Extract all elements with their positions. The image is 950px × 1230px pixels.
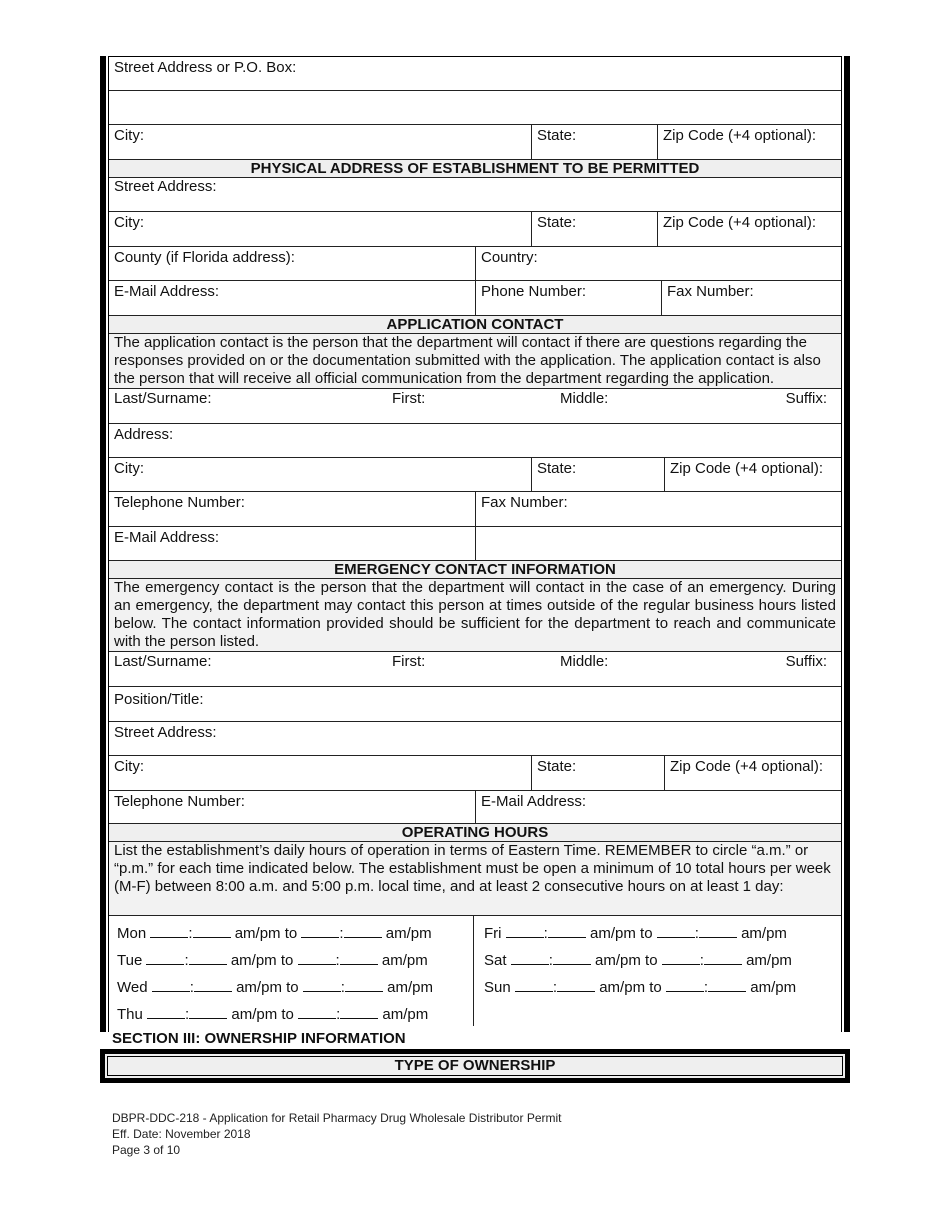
fri-close-hour[interactable]: [657, 923, 695, 938]
app-contact-telephone-field[interactable]: [109, 492, 476, 526]
mon-open-minute[interactable]: [193, 923, 231, 938]
ampm-label[interactable]: am/pm: [385, 925, 432, 942]
mailing-city-row: [109, 125, 841, 160]
app-contact-fax-label: Fax Number:: [481, 494, 568, 511]
physical-county-field[interactable]: [109, 247, 476, 280]
sun-open-minute[interactable]: [557, 977, 595, 992]
page-footer: [112, 1110, 561, 1158]
emergency-name-row[interactable]: [109, 652, 841, 687]
emergency-email-label: E-Mail Address:: [481, 793, 587, 810]
physical-street-row: [109, 178, 841, 212]
emergency-name-labels: [109, 652, 841, 686]
physical-email-field[interactable]: [109, 281, 476, 315]
mon-close-hour[interactable]: [301, 923, 339, 938]
emergency-contact-title: EMERGENCY CONTACT INFORMATION: [334, 561, 616, 578]
tue-open-minute[interactable]: [189, 950, 227, 965]
emergency-contact-description: The emergency contact is the person that the department will contact in the case of an emergency. During an emergency, the department may contact this person at times outside of the regular business hours listed below. The contact information provided should be sufficient for the department to reach and communicate with the person listed.: [109, 579, 841, 652]
ampm-label[interactable]: am/pm: [387, 979, 433, 996]
app-contact-email-value[interactable]: [476, 527, 841, 560]
hours-line-mon[interactable]: [117, 920, 473, 947]
sat-close-hour[interactable]: [662, 950, 700, 965]
mailing-city-label: City:: [114, 127, 144, 144]
emergency-city-label: City:: [114, 758, 144, 775]
physical-contact-row: [109, 281, 841, 316]
operating-hours-header: [109, 824, 841, 842]
day-label-sat: Sat: [484, 952, 507, 969]
mailing-street-field-2[interactable]: [109, 91, 841, 124]
ampm-label[interactable]: am/pm: [590, 925, 636, 942]
hours-line-thu[interactable]: [117, 1001, 473, 1028]
emergency-suffix-label: Suffix:: [785, 653, 827, 670]
colon: :: [336, 1006, 341, 1023]
app-contact-middle-label: Middle:: [560, 390, 609, 407]
colon: :: [184, 952, 189, 969]
colon: :: [543, 925, 548, 942]
hours-line-wed[interactable]: [117, 974, 473, 1001]
wed-close-minute[interactable]: [345, 977, 383, 992]
day-label-mon: Mon: [117, 925, 147, 942]
physical-city-label: City:: [114, 214, 144, 231]
emergency-city-field[interactable]: [109, 756, 532, 790]
sun-open-hour[interactable]: [515, 977, 553, 992]
day-label-sun: Sun: [484, 979, 511, 996]
hours-column-weekend: [474, 916, 841, 1026]
application-contact-title: APPLICATION CONTACT: [386, 316, 564, 333]
hours-line-sun[interactable]: [484, 974, 841, 1001]
fri-open-minute[interactable]: [548, 923, 586, 938]
section-3-title: SECTION III: OWNERSHIP INFORMATION: [112, 1030, 406, 1047]
colon: :: [185, 1006, 190, 1023]
emergency-state-field[interactable]: [532, 756, 665, 790]
mailing-street-row-2: [109, 91, 841, 125]
type-of-ownership-header: TYPE OF OWNERSHIP: [107, 1056, 843, 1076]
physical-county-label: County (if Florida address):: [114, 249, 295, 266]
physical-country-label: Country:: [481, 249, 538, 266]
day-label-wed: Wed: [117, 979, 148, 996]
colon: :: [552, 979, 558, 996]
application-contact-header: [109, 316, 841, 334]
emergency-street-row: [109, 722, 841, 756]
physical-zip-field[interactable]: [658, 212, 841, 246]
emergency-position-row: [109, 687, 841, 722]
application-form: [100, 56, 850, 1032]
physical-country-field[interactable]: [476, 247, 841, 280]
app-contact-zip-label: Zip Code (+4 optional):: [670, 460, 824, 477]
app-contact-telephone-label: Telephone Number:: [114, 494, 245, 511]
tue-close-hour[interactable]: [298, 950, 336, 965]
app-contact-suffix-label: Suffix:: [785, 390, 827, 407]
app-contact-city-label: City:: [114, 460, 144, 477]
to-label: to: [645, 952, 658, 969]
colon: :: [189, 979, 194, 996]
to-label: to: [281, 1006, 294, 1023]
emergency-contact-header: [109, 561, 841, 579]
mon-close-minute[interactable]: [344, 923, 382, 938]
emergency-email-field[interactable]: [476, 791, 841, 823]
day-label-tue: Tue: [117, 952, 143, 969]
emergency-city-row: [109, 756, 841, 791]
ampm-label[interactable]: am/pm: [746, 952, 792, 969]
ampm-label[interactable]: am/pm: [381, 952, 428, 969]
physical-phone-field[interactable]: [476, 281, 662, 315]
app-contact-name-row[interactable]: [109, 389, 841, 424]
to-label: to: [286, 979, 299, 996]
ampm-label[interactable]: am/pm: [234, 925, 281, 942]
operating-hours-description: List the establishment’s daily hours of operation in terms of Eastern Time. REMEMBER to circle “a.m.” or “p.m.” for each time indicated below. The establishment must be open a minimum of 10 total hours per week (M-F) between 8:00 a.m. and 5:00 p.m. local time, and at least 2 consecutive hours on at least 1 day:: [109, 842, 841, 916]
ampm-label[interactable]: am/pm: [750, 979, 797, 996]
mailing-street-label: Street Address or P.O. Box:: [114, 59, 297, 76]
colon: :: [694, 925, 699, 942]
emergency-zip-label: Zip Code (+4 optional):: [670, 758, 824, 775]
mailing-street-field[interactable]: [109, 57, 841, 90]
mailing-state-field[interactable]: [532, 125, 658, 159]
mailing-state-label: State:: [537, 127, 577, 144]
footer-form-id: DBPR-DDC-218 - Application for Retail Pharmacy Drug Wholesale Distributor Permit: [112, 1111, 562, 1125]
emergency-street-label: Street Address:: [114, 724, 217, 741]
footer-page-number: Page 3 of 10: [112, 1143, 181, 1157]
app-contact-name-labels: [109, 389, 841, 423]
app-contact-zip-field[interactable]: [665, 458, 841, 491]
operating-hours-title: OPERATING HOURS: [401, 824, 549, 841]
day-label-fri: Fri: [484, 925, 502, 942]
emergency-zip-field[interactable]: [665, 756, 841, 790]
mailing-city-field[interactable]: [109, 125, 532, 159]
ampm-label[interactable]: am/pm: [236, 979, 282, 996]
sat-open-hour[interactable]: [511, 950, 549, 965]
emergency-position-field[interactable]: [109, 687, 841, 721]
to-label: to: [640, 925, 653, 942]
to-label: to: [280, 952, 294, 969]
emergency-last-label: Last/Surname:: [114, 653, 212, 670]
emergency-first-label: First:: [392, 653, 426, 670]
app-contact-first-label: First:: [392, 390, 426, 407]
physical-fax-field[interactable]: [662, 281, 841, 315]
tue-open-hour[interactable]: [146, 950, 184, 965]
mailing-zip-field[interactable]: [658, 125, 841, 159]
physical-fax-label: Fax Number:: [667, 283, 754, 300]
emergency-street-field[interactable]: [109, 722, 841, 755]
ampm-label[interactable]: am/pm: [382, 1006, 429, 1023]
sat-open-minute[interactable]: [553, 950, 591, 965]
mailing-street-row: [109, 57, 841, 91]
app-contact-address-field[interactable]: [109, 424, 841, 457]
physical-city-field[interactable]: [109, 212, 532, 246]
ampm-label[interactable]: am/pm: [599, 979, 646, 996]
physical-county-row: [109, 247, 841, 281]
physical-street-field[interactable]: [109, 178, 841, 211]
emergency-telephone-label: Telephone Number:: [114, 793, 245, 810]
to-label: to: [284, 925, 298, 942]
hours-line-sat[interactable]: [484, 947, 841, 974]
physical-address-title: PHYSICAL ADDRESS OF ESTABLISHMENT TO BE PERMITTED: [250, 160, 700, 177]
physical-address-header: [109, 160, 841, 178]
colon: :: [699, 952, 704, 969]
wed-close-hour[interactable]: [303, 977, 341, 992]
app-contact-email-label: E-Mail Address:: [114, 529, 220, 546]
sun-close-minute[interactable]: [708, 977, 746, 992]
form-inner: [108, 56, 842, 1032]
colon: :: [548, 952, 553, 969]
app-contact-last-label: Last/Surname:: [114, 390, 212, 407]
app-contact-address-row: [109, 424, 841, 458]
colon: :: [339, 925, 344, 942]
app-contact-fax-field[interactable]: [476, 492, 841, 526]
app-contact-state-field[interactable]: [532, 458, 665, 491]
physical-city-row: [109, 212, 841, 247]
day-label-thu: Thu: [117, 1006, 143, 1023]
fri-open-hour[interactable]: [506, 923, 544, 938]
tue-close-minute[interactable]: [340, 950, 378, 965]
mon-open-hour[interactable]: [150, 923, 188, 938]
emergency-state-label: State:: [537, 758, 577, 775]
wed-open-hour[interactable]: [152, 977, 190, 992]
thu-close-hour[interactable]: [298, 1004, 336, 1019]
hours-line-fri[interactable]: [484, 920, 841, 947]
physical-zip-label: Zip Code (+4 optional):: [663, 214, 817, 231]
ampm-label[interactable]: am/pm: [231, 1006, 278, 1023]
app-contact-email-field[interactable]: [109, 527, 476, 560]
emergency-phone-row: [109, 791, 841, 824]
emergency-middle-label: Middle:: [560, 653, 609, 670]
colon: :: [703, 979, 709, 996]
app-contact-state-label: State:: [537, 460, 577, 477]
hours-column-weekdays: [109, 916, 474, 1026]
physical-state-field[interactable]: [532, 212, 658, 246]
thu-close-minute[interactable]: [340, 1004, 378, 1019]
physical-phone-label: Phone Number:: [481, 283, 587, 300]
footer-eff-date: Eff. Date: November 2018: [112, 1127, 251, 1141]
mailing-zip-label: Zip Code (+4 optional):: [663, 127, 817, 144]
app-contact-address-label: Address:: [114, 426, 174, 443]
fri-close-minute[interactable]: [699, 923, 737, 938]
ampm-label[interactable]: am/pm: [595, 952, 641, 969]
colon: :: [188, 925, 193, 942]
physical-street-label: Street Address:: [114, 178, 217, 195]
application-contact-description: The application contact is the person that the department will contact if there are questions regarding the responses provided on or the documentation submitted with the application. The application contact is also the person that will receive all official communication from the department regarding the application.: [109, 334, 841, 389]
type-of-ownership-box: [100, 1049, 850, 1083]
thu-open-minute[interactable]: [189, 1004, 227, 1019]
app-contact-city-field[interactable]: [109, 458, 532, 491]
to-label: to: [649, 979, 662, 996]
physical-email-label: E-Mail Address:: [114, 283, 220, 300]
wed-open-minute[interactable]: [194, 977, 232, 992]
sat-close-minute[interactable]: [704, 950, 742, 965]
thu-open-hour[interactable]: [147, 1004, 185, 1019]
sun-close-hour[interactable]: [666, 977, 704, 992]
ampm-label[interactable]: am/pm: [741, 925, 787, 942]
operating-hours-grid: [109, 916, 841, 1026]
colon: :: [335, 952, 340, 969]
app-contact-city-row: [109, 458, 841, 492]
physical-state-label: State:: [537, 214, 577, 231]
app-contact-email-row: [109, 527, 841, 561]
app-contact-phone-row: [109, 492, 841, 527]
emergency-position-label: Position/Title:: [114, 691, 204, 708]
colon: :: [340, 979, 345, 996]
ampm-label[interactable]: am/pm: [230, 952, 277, 969]
emergency-telephone-field[interactable]: [109, 791, 476, 823]
hours-line-tue[interactable]: [117, 947, 473, 974]
